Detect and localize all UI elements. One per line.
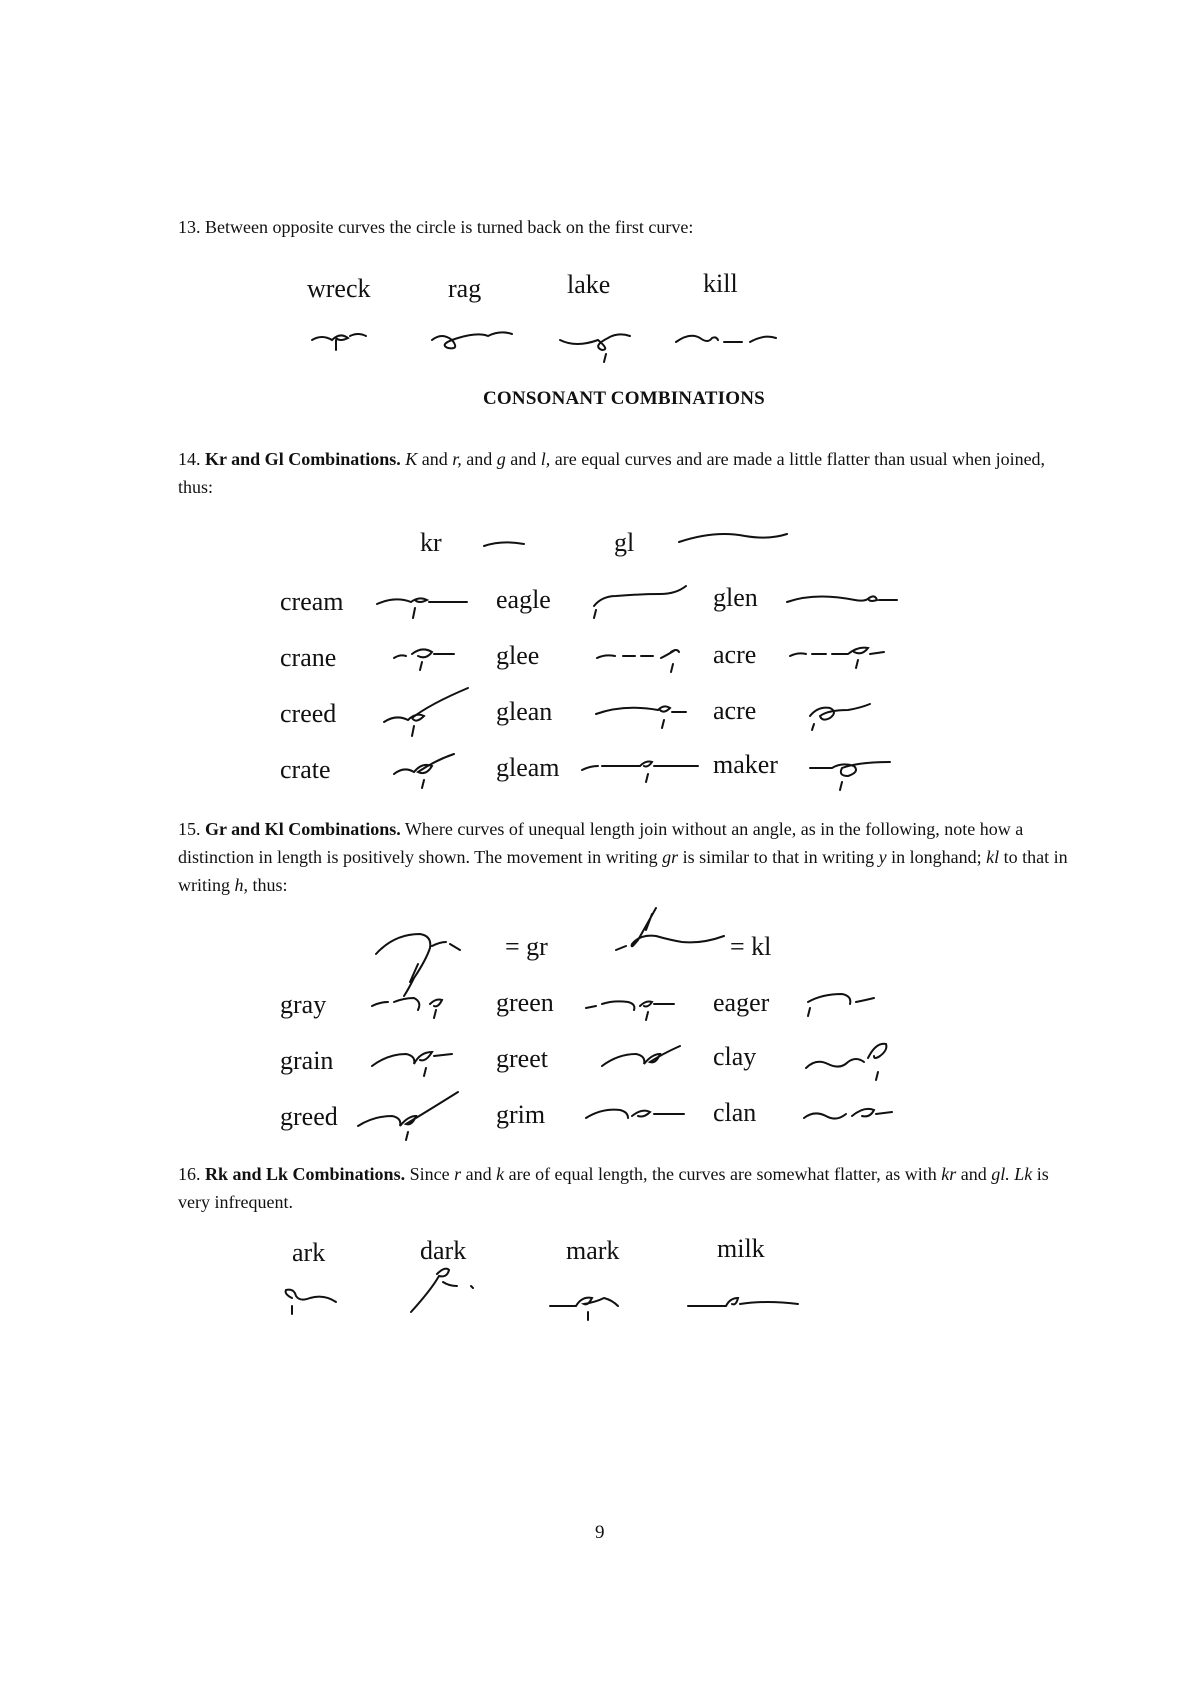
shorthand-maker <box>808 754 898 794</box>
shorthand-glen <box>785 588 905 618</box>
paragraph-number: 16. <box>178 1164 201 1184</box>
word-glean: glean <box>496 697 553 726</box>
word-dark: dark <box>420 1236 467 1265</box>
word-mark: mark <box>566 1236 620 1265</box>
shorthand-wreck <box>310 326 370 356</box>
shorthand-grain <box>370 1040 470 1084</box>
example-kr: kr <box>420 528 442 557</box>
word-glee: glee <box>496 641 540 670</box>
word-ark: ark <box>292 1238 326 1267</box>
word-glen: glen <box>713 583 758 612</box>
paragraph-number: 13. <box>178 217 201 237</box>
shorthand-grim <box>584 1098 694 1132</box>
word-eager: eager <box>713 988 770 1017</box>
example-gl: gl <box>614 528 635 557</box>
paragraph-number: 15. <box>178 819 201 839</box>
shorthand-ark <box>280 1286 350 1320</box>
shorthand-dark <box>405 1262 485 1318</box>
equation-kl: = kl <box>730 932 772 961</box>
word-cream: cream <box>280 587 344 616</box>
word-clay: clay <box>713 1042 757 1071</box>
shorthand-mark <box>548 1290 648 1330</box>
paragraph-text: Between opposite curves the circle is turned back on the first curve: <box>205 217 694 237</box>
shorthand-acre <box>808 698 878 738</box>
word-clan: clan <box>713 1098 757 1127</box>
word-creed: creed <box>280 699 337 728</box>
shorthand-eagle <box>590 582 690 622</box>
shorthand-clay <box>804 1036 894 1092</box>
shorthand-gleam <box>580 752 710 792</box>
word-crate: crate <box>280 755 331 784</box>
shorthand-kr <box>480 536 530 556</box>
equation-gr: = gr <box>505 932 548 961</box>
shorthand-eager <box>804 986 884 1026</box>
paragraph-13 <box>178 213 1078 241</box>
word-rag: rag <box>448 274 482 303</box>
word-green: green <box>496 988 554 1017</box>
shorthand-crane <box>392 640 472 676</box>
shorthand-cream <box>375 588 475 624</box>
shorthand-gray <box>370 986 470 1026</box>
word-kill: kill <box>703 269 738 298</box>
word-glare: acre <box>713 640 757 669</box>
paragraph-14: 14. Kr and Gl Combinations. K and r, and g and l, are equal curves and are made a little flatter than usual when joined, thus: <box>178 449 1046 497</box>
word-gray: gray <box>280 990 327 1019</box>
word-grim: grim <box>496 1100 546 1129</box>
word-greed: greed <box>280 1102 338 1131</box>
shorthand-crate <box>392 750 472 794</box>
word-maker: maker <box>713 750 778 779</box>
paragraph-number: 14. <box>178 449 201 469</box>
word-milk: milk <box>717 1234 765 1263</box>
word-eagle: eagle <box>496 585 551 614</box>
word-lake: lake <box>567 270 611 299</box>
paragraph-title: Rk and Lk Combinations. <box>205 1164 406 1184</box>
word-greet: greet <box>496 1044 548 1073</box>
shorthand-clan <box>802 1098 902 1134</box>
word-grain: grain <box>280 1046 334 1075</box>
shorthand-kl-movement <box>612 904 732 964</box>
word-crane: crane <box>280 643 337 672</box>
shorthand-gl <box>675 530 795 550</box>
section-heading: CONSONANT COMBINATIONS <box>483 388 765 409</box>
word-acre: acre <box>713 696 757 725</box>
paragraph-title: Kr and Gl Combinations. <box>205 449 401 469</box>
shorthand-lake <box>558 326 648 366</box>
shorthand-green <box>584 988 684 1028</box>
shorthand-greet <box>600 1040 690 1084</box>
page-number: 9 <box>595 1522 605 1543</box>
shorthand-greed <box>356 1086 466 1146</box>
shorthand-creed <box>382 684 472 740</box>
shorthand-milk <box>686 1290 806 1320</box>
paragraph-15: 15. Gr and Kl Combinations. Where curves of unequal length join without an angle, as in the following, note how a distinction in length is positively shown. The movement in writing gr is similar to that in writing y in longhand; kl to that in writing h, thus: <box>178 819 1068 895</box>
word-gleam: gleam <box>496 753 560 782</box>
shorthand-kill <box>672 326 782 356</box>
shorthand-glee <box>595 642 695 678</box>
shorthand-rag <box>428 326 518 356</box>
shorthand-glean <box>594 696 694 736</box>
paragraph-title: Gr and Kl Combinations. <box>205 819 401 839</box>
paragraph-16: 16. Rk and Lk Combinations. Since r and k are of equal length, the curves are somewhat flatter, as with kr and gl. Lk is very infrequent. <box>178 1164 1049 1212</box>
shorthand-glare <box>788 636 898 676</box>
word-wreck: wreck <box>307 274 371 303</box>
